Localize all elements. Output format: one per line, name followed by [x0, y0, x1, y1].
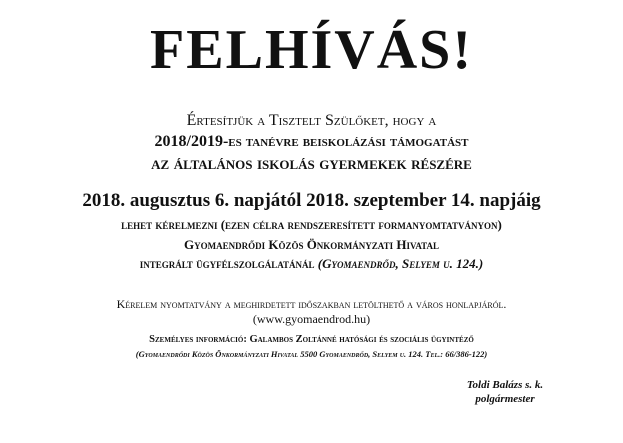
notice-website: (www.gyomaendrod.hu): [252, 312, 371, 326]
notice-download-info: Kérelem nyomtatvány a meghirdetett időszakban letölthető a város honlapjáról.: [116, 297, 507, 311]
notice-contact-person: Személyes információ: Galambos Zoltánné hatósági és szociális ügyintéző: [149, 334, 474, 345]
notice-contact-address: (Gyomaendrődi Közös Önkormányzati Hivatal 5500 Gyomaendrőd, Selyem u. 124. Tel.: 66/386-122): [135, 349, 488, 359]
notice-service-desk: [0, 256, 623, 272]
signature-title: polgármester: [475, 393, 535, 405]
notice-date-range: 2018. augusztus 6. napjától 2018. szeptember 14. napjáig: [82, 190, 541, 211]
notice-title: FELHÍVÁS!: [150, 19, 473, 81]
notice-intro: Értesítjük a Tisztelt Szülőket, hogy a: [186, 112, 437, 129]
notice-application-info: lehet kérelmezni (ezen célra rendszeresített formanyomtatványon): [121, 217, 502, 232]
signature-name: Toldi Balázs s. k.: [466, 379, 544, 391]
service-desk-address: (Gyomaendrőd, Selyem u. 124.): [317, 256, 484, 271]
notice-audience: az általános iskolás gyermekek részére: [151, 153, 472, 173]
notice-office: Gyomaendrődi Közös Önkormányzati Hivatal: [183, 237, 440, 252]
service-desk-label: integrált ügyfélszolgálatánál: [139, 256, 318, 271]
notice-subject: 2018/2019-es tanévre beiskolázási támogatást: [154, 133, 469, 150]
